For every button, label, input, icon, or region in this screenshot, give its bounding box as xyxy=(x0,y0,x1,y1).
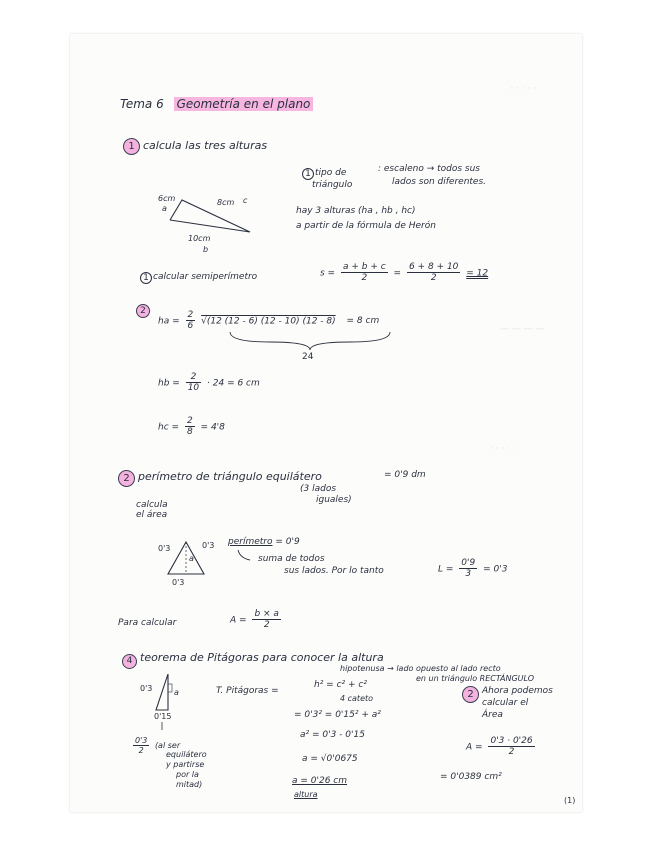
half-den: 2 xyxy=(138,746,144,756)
semi-s: s = xyxy=(320,268,336,279)
hc-num: 2 xyxy=(186,416,193,426)
ex1-tipo-2: triángulo xyxy=(312,180,353,190)
ahora-2: calcular el xyxy=(482,698,529,708)
area-label: A = xyxy=(230,615,247,626)
ex1-escaleno-1: : escaleno → todos sus xyxy=(378,164,480,174)
ha-num: 2 xyxy=(187,310,194,320)
tp-label: T. Pitágoras = xyxy=(216,686,279,696)
notebook-page: · · · · · — — — — · · · · · Tema 6 Geometría en el plano 1 calcula las tres alturas 1 tipo de triángulo : escaleno → todos sus lados son diferentes. 6cm a 8cm c 10cm b hay 3 alturas (ha , hb , hc) a partir de la fórmula de Herón 1 calcular semiperímetro s = $\frac{a + b + c}{2}$ = $\frac{6 + 8 + 10}{2}$ = 12 2 ha = $\frac{2}{6}$ √(12 (12 - 6) (12 - 10) (12 - 8) = 8 cm 24 hb = $\frac{2}{10}$ · 24 = 6 cm hc = $\frac{2}{8}$ = 4'8 2 perímetro de triángulo equilátero = 0'9 dm (3 lados iguales) calcula el área 0'3 0'3 a 0'3 perímetro = 0'9 suma de todos sus lados. Por lo tanto L = $\frac{0'9}{3}$ = 0'3 Para calcular A = $\frac{b \times a}{2}$ 4 teorema de Pitágoras para conocer la altura hipotenusa → lado opuesto al lado recto en un triángulo RECTÁNGULO T. Pitágoras = h² = c² + c² 4 cateto 0'3 a 0'15 $\frac{0'3}{2}$ (al ser equilátero y partirse por la mitad) = 0'3² = 0'15² + a² a² = 0'3 - 0'15 a = √0'0675 a = 0'26 cm altura 2 Ahora podemos calcular el Área A = $\frac{0'3 \cdot 0'26}{2}$ = 0'0389 cm² (1) xyxy=(70,34,582,812)
semi-step-number: 1 xyxy=(140,272,152,284)
pit-altura-note: altura xyxy=(294,790,318,799)
hc-label: hc = xyxy=(158,422,180,433)
ha-result: = 8 cm xyxy=(346,316,380,327)
right-tri-hyp: 0'3 xyxy=(140,684,153,693)
semi-label: calcular semiperímetro xyxy=(153,272,258,282)
ex2-number-circle: 2 xyxy=(118,470,135,487)
ex3-step-circle: 2 xyxy=(462,686,479,703)
ex1-tipo-1: tipo de xyxy=(315,168,347,178)
final-area-frac xyxy=(488,736,534,758)
page-number: (1) xyxy=(564,796,576,805)
semi-result: = 12 xyxy=(466,268,489,279)
pit-eq-4: a = 0'26 cm xyxy=(292,776,348,786)
final-area-label: A = xyxy=(466,742,483,753)
tri-side-a: 6cm xyxy=(158,194,176,203)
lado-num: 0'9 xyxy=(461,558,476,568)
ha-root: √(12 (12 - 6) (12 - 10) (12 - 8) xyxy=(201,316,336,327)
suma-1: suma de todos xyxy=(258,554,325,564)
final-area-den: 2 xyxy=(508,747,515,758)
tri-side-b: 8cm xyxy=(217,198,235,207)
half-frac xyxy=(133,736,149,755)
half-note-1: (al ser xyxy=(154,741,181,751)
half-note-2: equilátero xyxy=(166,750,207,759)
ex1-heading: calcula las tres alturas xyxy=(143,139,268,152)
perimetro-label: perímetro xyxy=(228,537,273,547)
half-note-5: mitad) xyxy=(176,780,203,789)
tri-base: 10cm xyxy=(188,234,211,243)
ex1-partir: a partir de la fórmula de Herón xyxy=(296,221,436,231)
ha-brace-value: 24 xyxy=(302,352,314,362)
lado-result: = 0'3 xyxy=(483,564,508,575)
final-area-num: 0'3 · 0'26 xyxy=(490,736,533,746)
lado-den: 3 xyxy=(465,569,472,580)
semi-den-1: 2 xyxy=(361,273,368,284)
hb-label: hb = xyxy=(158,378,180,389)
ex2-value: = 0'9 dm xyxy=(384,470,426,480)
half-num: 0'3 xyxy=(135,736,148,745)
semi-den-2: 2 xyxy=(430,273,437,284)
tri-side-c: c xyxy=(243,196,248,205)
equi-height-letter: a xyxy=(189,554,194,563)
pit-eq-3: a = √0'0675 xyxy=(302,754,358,764)
ex2-calcula-2: el área xyxy=(136,510,168,520)
perimetro-value: = 0'9 xyxy=(275,537,300,547)
half-note-4: por la xyxy=(176,770,199,779)
ha-den: 6 xyxy=(187,321,194,332)
tri-corner-a: a xyxy=(162,204,167,213)
hc-rest: = 4'8 xyxy=(200,422,225,433)
equi-left-side: 0'3 xyxy=(158,544,171,553)
tri-base-letter: b xyxy=(203,245,209,254)
semi-eq: = xyxy=(393,268,402,279)
ex2-paren-1: (3 lados xyxy=(300,484,337,494)
tp-cateto: 4 cateto xyxy=(340,694,374,703)
hb-num: 2 xyxy=(186,372,201,383)
hipotenusa-2: en un triángulo RECTÁNGULO xyxy=(416,674,535,683)
ex2-paren-2: iguales) xyxy=(316,495,352,505)
right-tri-base: 0'15 xyxy=(154,712,172,721)
ex3-number-circle: 4 xyxy=(122,654,137,669)
right-tri-a: a xyxy=(174,688,179,697)
lado-label: L = xyxy=(438,564,454,575)
hb-rest: · 24 = 6 cm xyxy=(207,378,260,389)
ha-label: ha = xyxy=(158,316,180,327)
pit-eq-2: a² = 0'3 - 0'15 xyxy=(300,730,365,740)
ex1-number-circle: 1 xyxy=(123,138,140,155)
title-label: Tema 6 xyxy=(120,97,164,111)
suma-2: sus lados. Por lo tanto xyxy=(284,566,384,576)
hipotenusa-1: hipotenusa → lado opuesto al lado recto xyxy=(340,664,501,673)
hb-den: 10 xyxy=(187,383,200,394)
half-note-3: y partirse xyxy=(166,760,205,769)
ha-step-circle: 2 xyxy=(136,304,150,318)
ex1-hay: hay 3 alturas (ha , hb , hc) xyxy=(296,206,416,216)
ex2-heading: perímetro de triángulo equilátero xyxy=(138,470,322,483)
semi-num-1: a + b + c xyxy=(342,262,386,272)
area-num: b × a xyxy=(254,609,279,619)
hc-den: 8 xyxy=(186,427,193,438)
tp-formula: h² = c² + c² xyxy=(314,680,367,690)
semi-num-2: 6 + 8 + 10 xyxy=(408,262,459,272)
ex2-calcula-1: calcula xyxy=(136,500,168,510)
final-area-result: = 0'0389 cm² xyxy=(440,772,502,782)
ahora-1: Ahora podemos xyxy=(482,686,553,696)
ex1-escaleno-2: lados son diferentes. xyxy=(392,177,487,187)
ex1-note-number: 1 xyxy=(302,168,314,180)
title-highlight: Geometría en el plano xyxy=(174,97,314,111)
para-calcular: Para calcular xyxy=(118,618,177,628)
final-area-formula xyxy=(466,736,538,758)
ahora-3: Área xyxy=(482,710,503,720)
equi-base: 0'3 xyxy=(172,578,185,587)
ex3-heading: teorema de Pitágoras para conocer la altura xyxy=(140,651,384,664)
equi-right-side: 0'3 xyxy=(202,541,215,550)
pit-eq-1: = 0'3² = 0'15² + a² xyxy=(294,710,381,720)
area-den: 2 xyxy=(263,620,270,631)
